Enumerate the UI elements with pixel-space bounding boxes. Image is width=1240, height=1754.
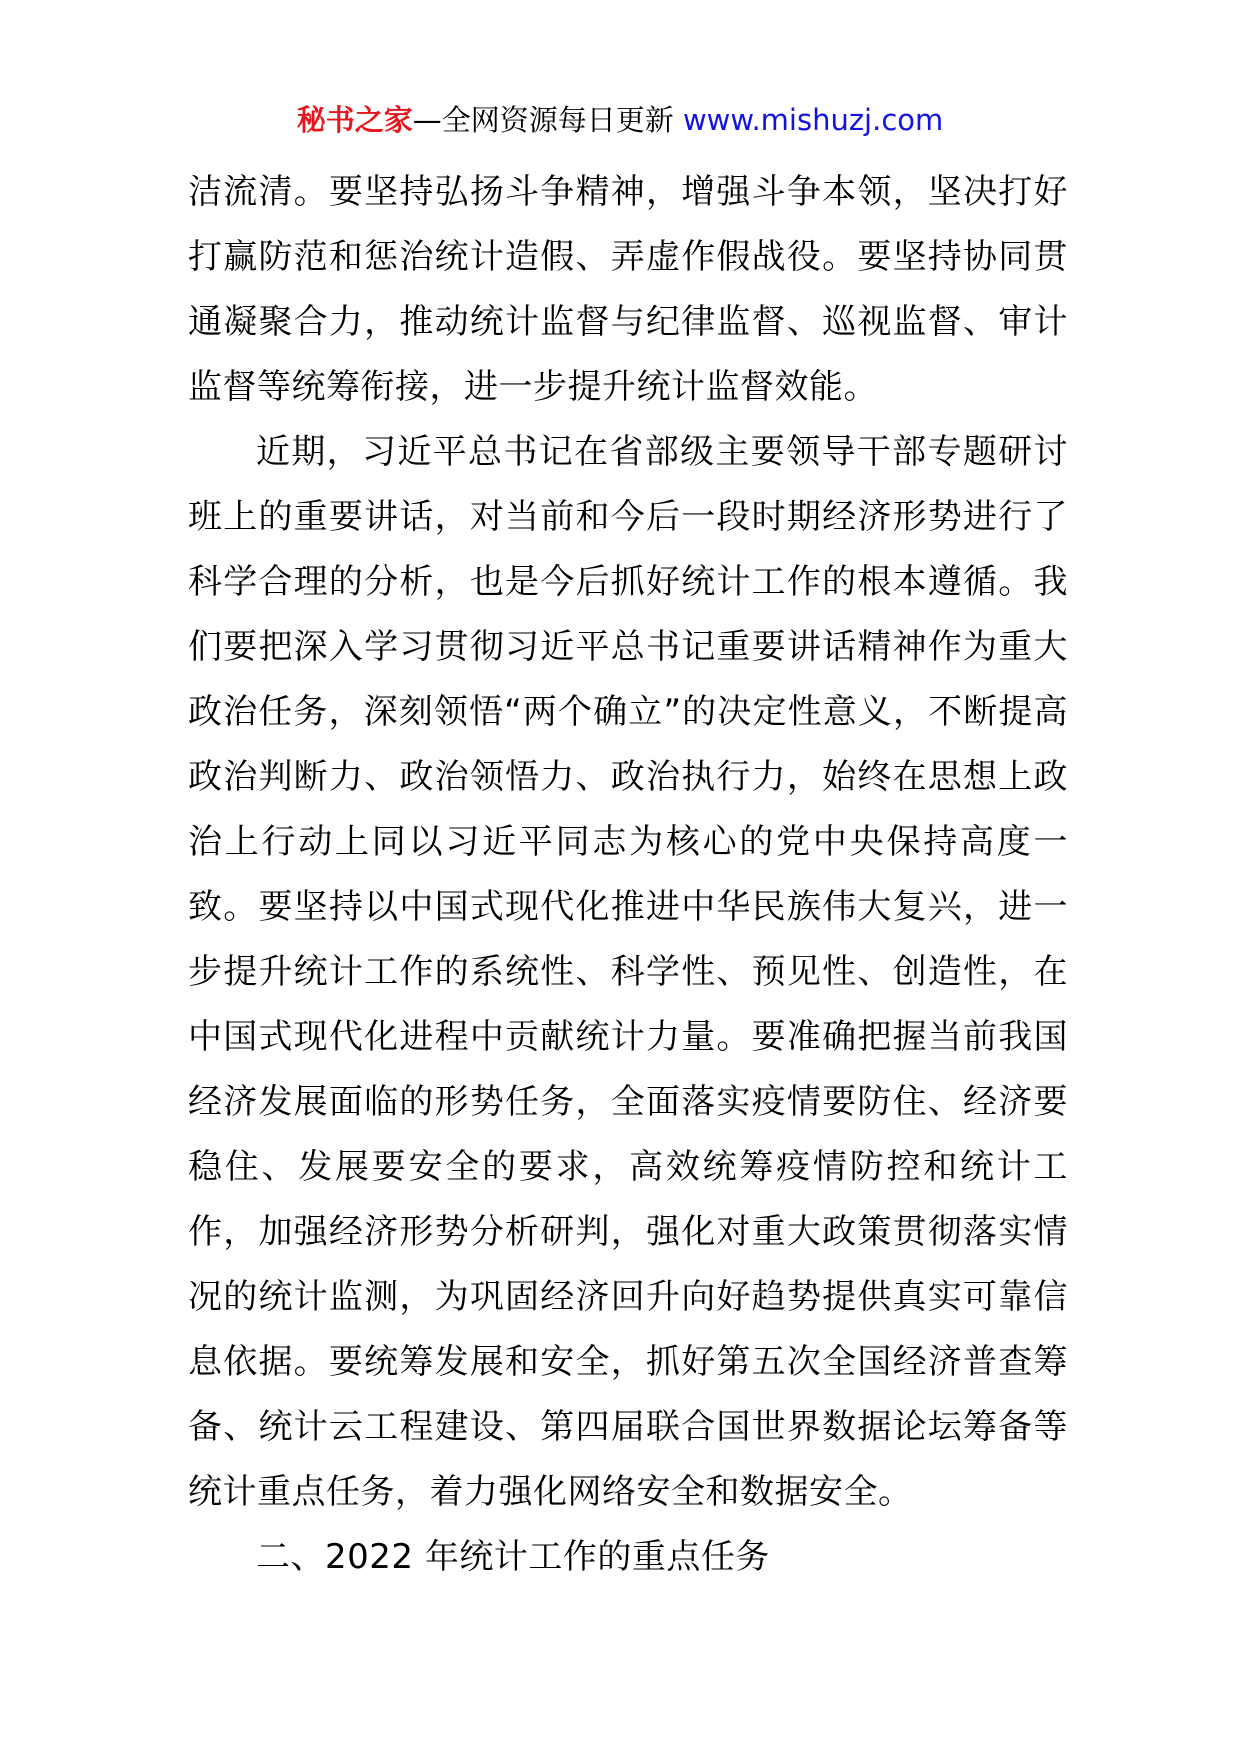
paragraph-continuation: 洁流清。要坚持弘扬斗争精神，增强斗争本领，坚决打好打赢防范和惩治统计造假、弄虚作假战役。要坚持协同贯通凝聚合力，推动统计监督与纪律监督、巡视监督、审计监督等统筹衔接，进一步提升统计监督效能。	[188, 172, 1068, 407]
paragraph: 近期，习近平总书记在省部级主要领导干部专题研讨班上的重要讲话，对当前和今后一段时期经济形势进行了科学合理的分析，也是今后抓好统计工作的根本遵循。我们要把深入学习贯彻习近平总书记重要讲话精神作为重大政治任务，深刻领悟“两个确立”的决定性意义，不断提高政治判断力、政治领悟力、政治执行力，始终在思想上政治上行动上同以习近平同志为核心的党中央保持高度一致。要坚持以中国式现代化推进中华民族伟大复兴，进一步提升统计工作的系统性、科学性、预见性、创造性，在中国式现代化进程中贡献统计力量。要准确把握当前我国经济发展面临的形势任务，全面落实疫情要防住、经济要稳住、发展要安全的要求，高效统筹疫情防控和统计工作，加强经济形势分析研判，强化对重大政策贯彻落实情况的统计监测，为巩固经济回升向好趋势提供真实可靠信息依据。要统筹发展和安全，抓好第五次全国经济普查筹备、统计云工程建设、第四届联合国世界数据论坛筹备等统计重点任务，着力强化网络安全和数据安全。	[188, 432, 1068, 1512]
brand-name: 秘书之家	[296, 103, 413, 137]
section-heading: 二、2022 年统计工作的重点任务	[256, 1537, 770, 1577]
site-url: www.mishuzj.com	[682, 103, 944, 137]
document-body	[188, 160, 1068, 1590]
header-tagline: —全网资源每日更新	[412, 103, 674, 137]
page-header	[0, 100, 1240, 140]
